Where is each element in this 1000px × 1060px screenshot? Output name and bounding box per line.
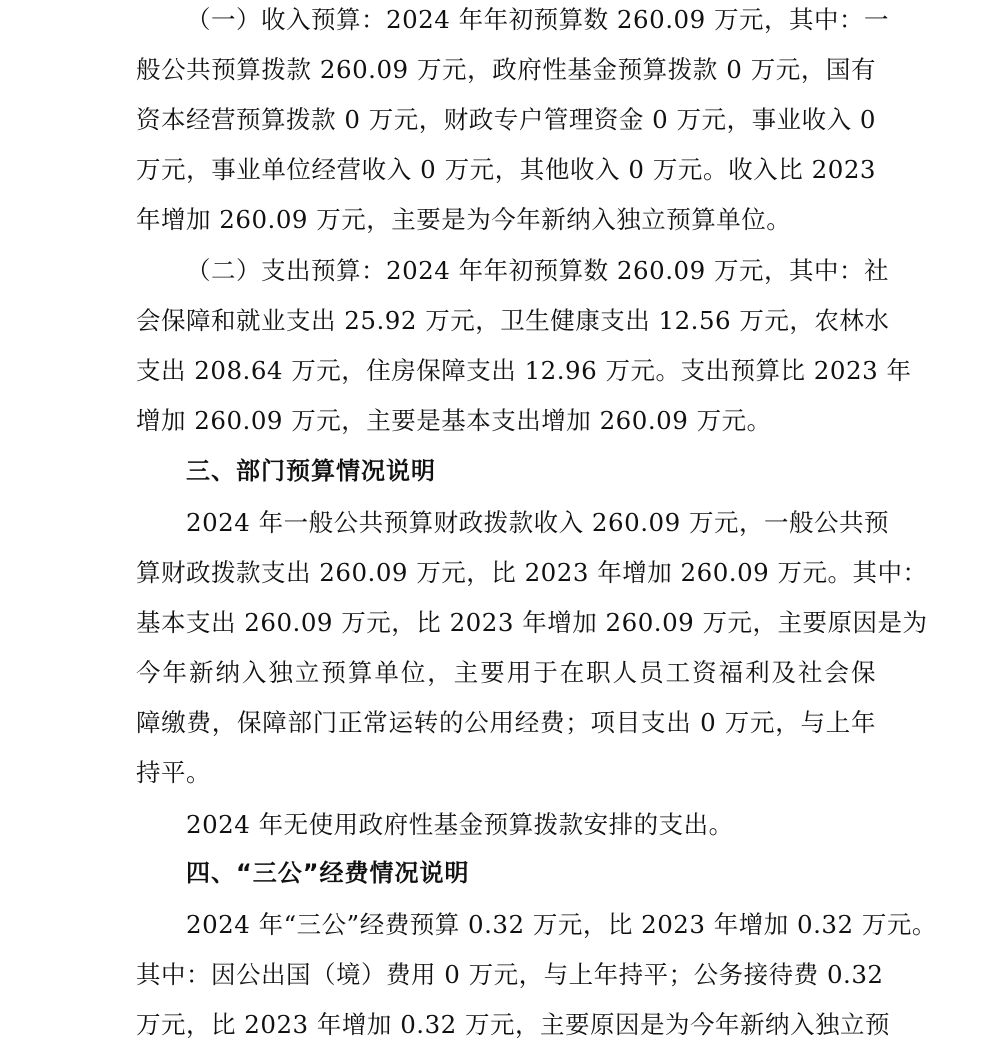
expense-paragraph-line: 支出 208.64 万元，住房保障支出 12.96 万元。支出预算比 2023 年 <box>136 356 912 385</box>
expense-paragraph-line: 增加 260.09 万元，主要是基本支出增加 260.09 万元。 <box>136 406 772 435</box>
section3-paragraph-line: 持平。 <box>136 758 211 787</box>
income-paragraph-line: 资本经营预算拨款 0 万元，财政专户管理资金 0 万元，事业收入 0 <box>136 105 876 134</box>
expense-paragraph-line: （二）支出预算：2024 年年初预算数 260.09 万元，其中：社 <box>186 256 889 285</box>
section3-paragraph-line: 基本支出 260.09 万元，比 2023 年增加 260.09 万元，主要原因是为 <box>136 608 928 637</box>
section3-paragraph-line: 2024 年一般公共预算财政拨款收入 260.09 万元，一般公共预 <box>186 508 889 537</box>
income-paragraph-line: 万元，事业单位经营收入 0 万元，其他收入 0 万元。收入比 2023 <box>136 155 876 184</box>
section4-paragraph-line: 其中：因公出国（境）费用 0 万元，与上年持平；公务接待费 0.32 <box>136 960 884 989</box>
section-heading-three-public-expenses: 四、“三公”经费情况说明 <box>186 859 470 887</box>
section3-paragraph-line: 今年新纳入独立预算单位，主要用于在职人员工资福利及社会保 <box>136 658 876 687</box>
section4-paragraph-line: 2024 年“三公”经费预算 0.32 万元，比 2023 年增加 0.32 万元。 <box>186 910 937 939</box>
expense-paragraph-line: 会保障和就业支出 25.92 万元，卫生健康支出 12.56 万元，农林水 <box>136 306 890 335</box>
section-heading-department-budget: 三、部门预算情况说明 <box>186 457 436 485</box>
section3-paragraph-line: 障缴费，保障部门正常运转的公用经费；项目支出 0 万元，与上年 <box>136 708 876 737</box>
government-fund-note: 2024 年无使用政府性基金预算拨款安排的支出。 <box>186 810 734 839</box>
income-paragraph-line: 般公共预算拨款 260.09 万元，政府性基金预算拨款 0 万元，国有 <box>136 55 876 84</box>
income-paragraph-line: （一）收入预算：2024 年年初预算数 260.09 万元，其中：一 <box>186 5 889 34</box>
section3-paragraph-line: 算财政拨款支出 260.09 万元，比 2023 年增加 260.09 万元。其中： <box>136 558 928 587</box>
income-paragraph-line: 年增加 260.09 万元，主要是为今年新纳入独立预算单位。 <box>136 205 792 234</box>
section4-paragraph-line: 万元，比 2023 年增加 0.32 万元，主要原因是为今年新纳入独立预 <box>136 1010 891 1039</box>
